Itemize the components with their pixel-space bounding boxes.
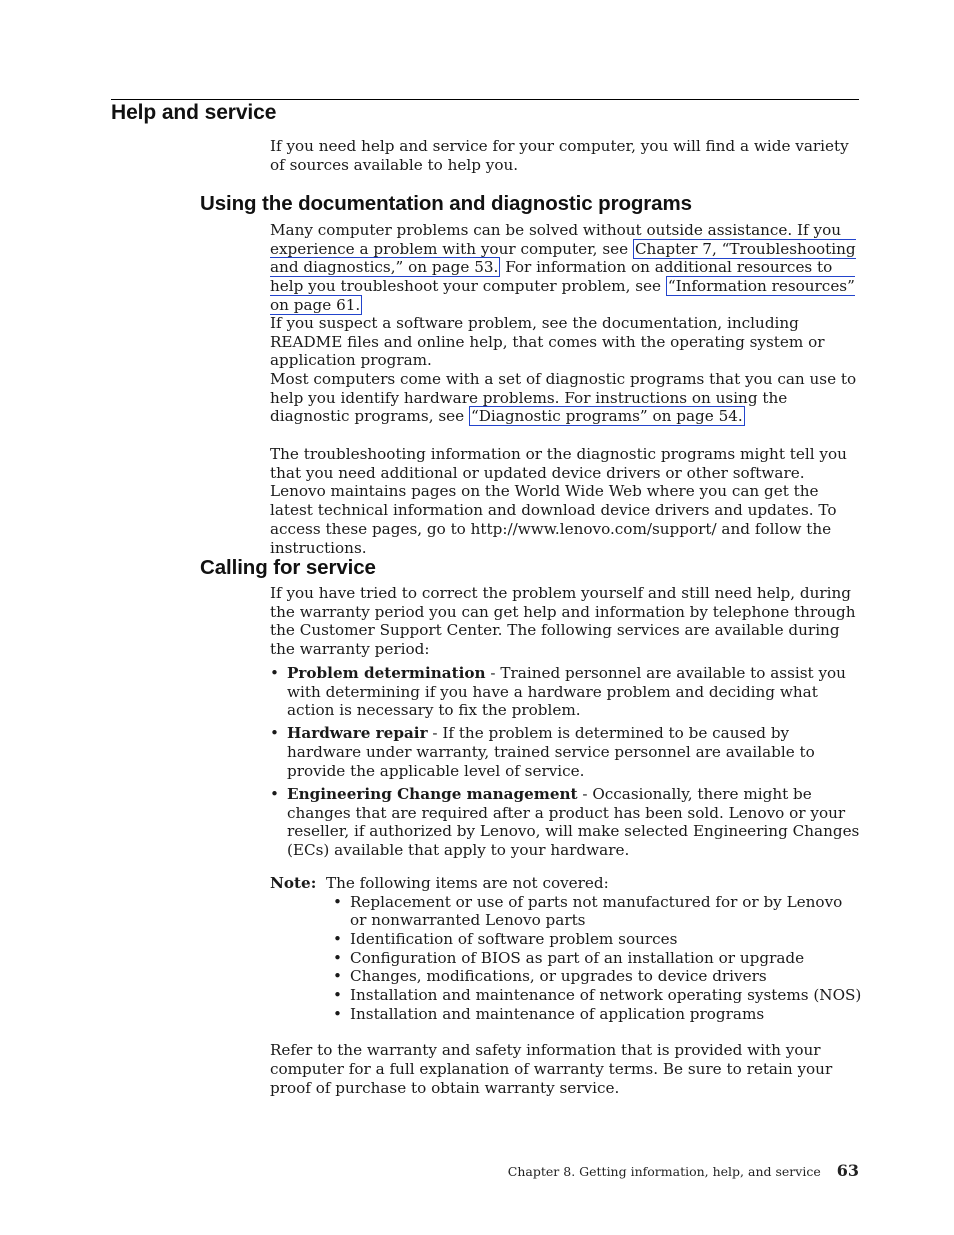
information-resources-link[interactable]: “Information resources” on page 61. — [270, 277, 855, 314]
intro-paragraph: If you need help and service for your computer, you will find a wide variety of sources available to help you. — [270, 137, 849, 174]
list-item: • Installation and maintenance of network operating systems (NOS) — [333, 986, 862, 1005]
list-item: • Installation and maintenance of application programs — [333, 1005, 862, 1024]
doc-paragraph-4: The troubleshooting information or the diagnostic programs might tell you that you need additional or updated device drivers or other software. Lenovo maintains pages on the World Wide Web where you can get the latest technical information and download device drivers and updates. To access these pages, go to http://www.lenovo.com/support/ and follow the instructions. — [270, 445, 847, 557]
list-item: • Hardware repair - If the problem is determined to be caused by hardware under warranty, trained service personnel are available to provide the applicable level of service. — [270, 724, 862, 780]
top-rule — [111, 99, 859, 100]
list-item: • Configuration of BIOS as part of an installation or upgrade — [333, 949, 862, 968]
note: Note: The following items are not covered: — [270, 873, 609, 892]
page-footer — [508, 1161, 859, 1180]
call-section-body — [270, 584, 862, 1098]
doc-paragraph-3: Most computers come with a set of diagnostic programs that you can use to help you identify hardware problems. For instructions on using the diagnostic programs, see “Diagnostic programs” on page 54. — [270, 370, 857, 426]
troubleshooting-chapter-link[interactable]: Chapter 7, “Troubleshooting and diagnostics,” on page 53. — [270, 239, 856, 277]
closing-paragraph: Refer to the warranty and safety information that is provided with your computer for a full explanation of warranty terms. Be sure to retain your proof of purchase to obtain warranty service. — [270, 1041, 833, 1097]
not-covered-list — [270, 893, 862, 1024]
page-number: 63 — [836, 1161, 859, 1180]
services-list — [270, 664, 862, 860]
list-item: • Problem determination - Trained personnel are available to assist you with determining if you have a hardware problem and deciding what action is necessary to fix the problem. — [270, 664, 862, 720]
footer-chapter: Chapter 8. Getting information, help, and service — [507, 1164, 821, 1179]
call-section-title: Calling for service — [200, 556, 376, 579]
section-title: Help and service — [111, 101, 277, 124]
list-item: • Identification of software problem sources — [333, 930, 862, 949]
doc-section-title: Using the documentation and diagnostic programs — [200, 192, 692, 215]
doc-paragraph-2: If you suspect a software problem, see the documentation, including README files and online help, that comes with the operating system or application program. — [270, 314, 825, 370]
diagnostic-programs-link[interactable]: “Diagnostic programs” on page 54. — [470, 407, 743, 426]
list-item: • Replacement or use of parts not manufactured for or by Lenovo or nonwarranted Lenovo parts — [333, 893, 862, 930]
doc-paragraph-1: Many computer problems can be solved without outside assistance. If you experience a problem with your computer, see Chapter 7, “Troubleshooting and diagnostics,” on page 53. For information on additional resources to help you troubleshoot your computer problem, see “Information resources” on page 61. — [270, 221, 856, 314]
list-item: • Changes, modifications, or upgrades to device drivers — [333, 967, 862, 986]
list-item: • Engineering Change management - Occasionally, there might be changes that are required after a product has been sold. Lenovo or your reseller, if authorized by Lenovo, will make selected Engineering Changes (ECs) available that apply to your hardware. — [270, 785, 862, 860]
call-paragraph-1: If you have tried to correct the problem yourself and still need help, during the warranty period you can get help and information by telephone through the Customer Support Center. The following services are available during the warranty period: — [270, 584, 856, 659]
note-label: Note: — [270, 873, 317, 892]
